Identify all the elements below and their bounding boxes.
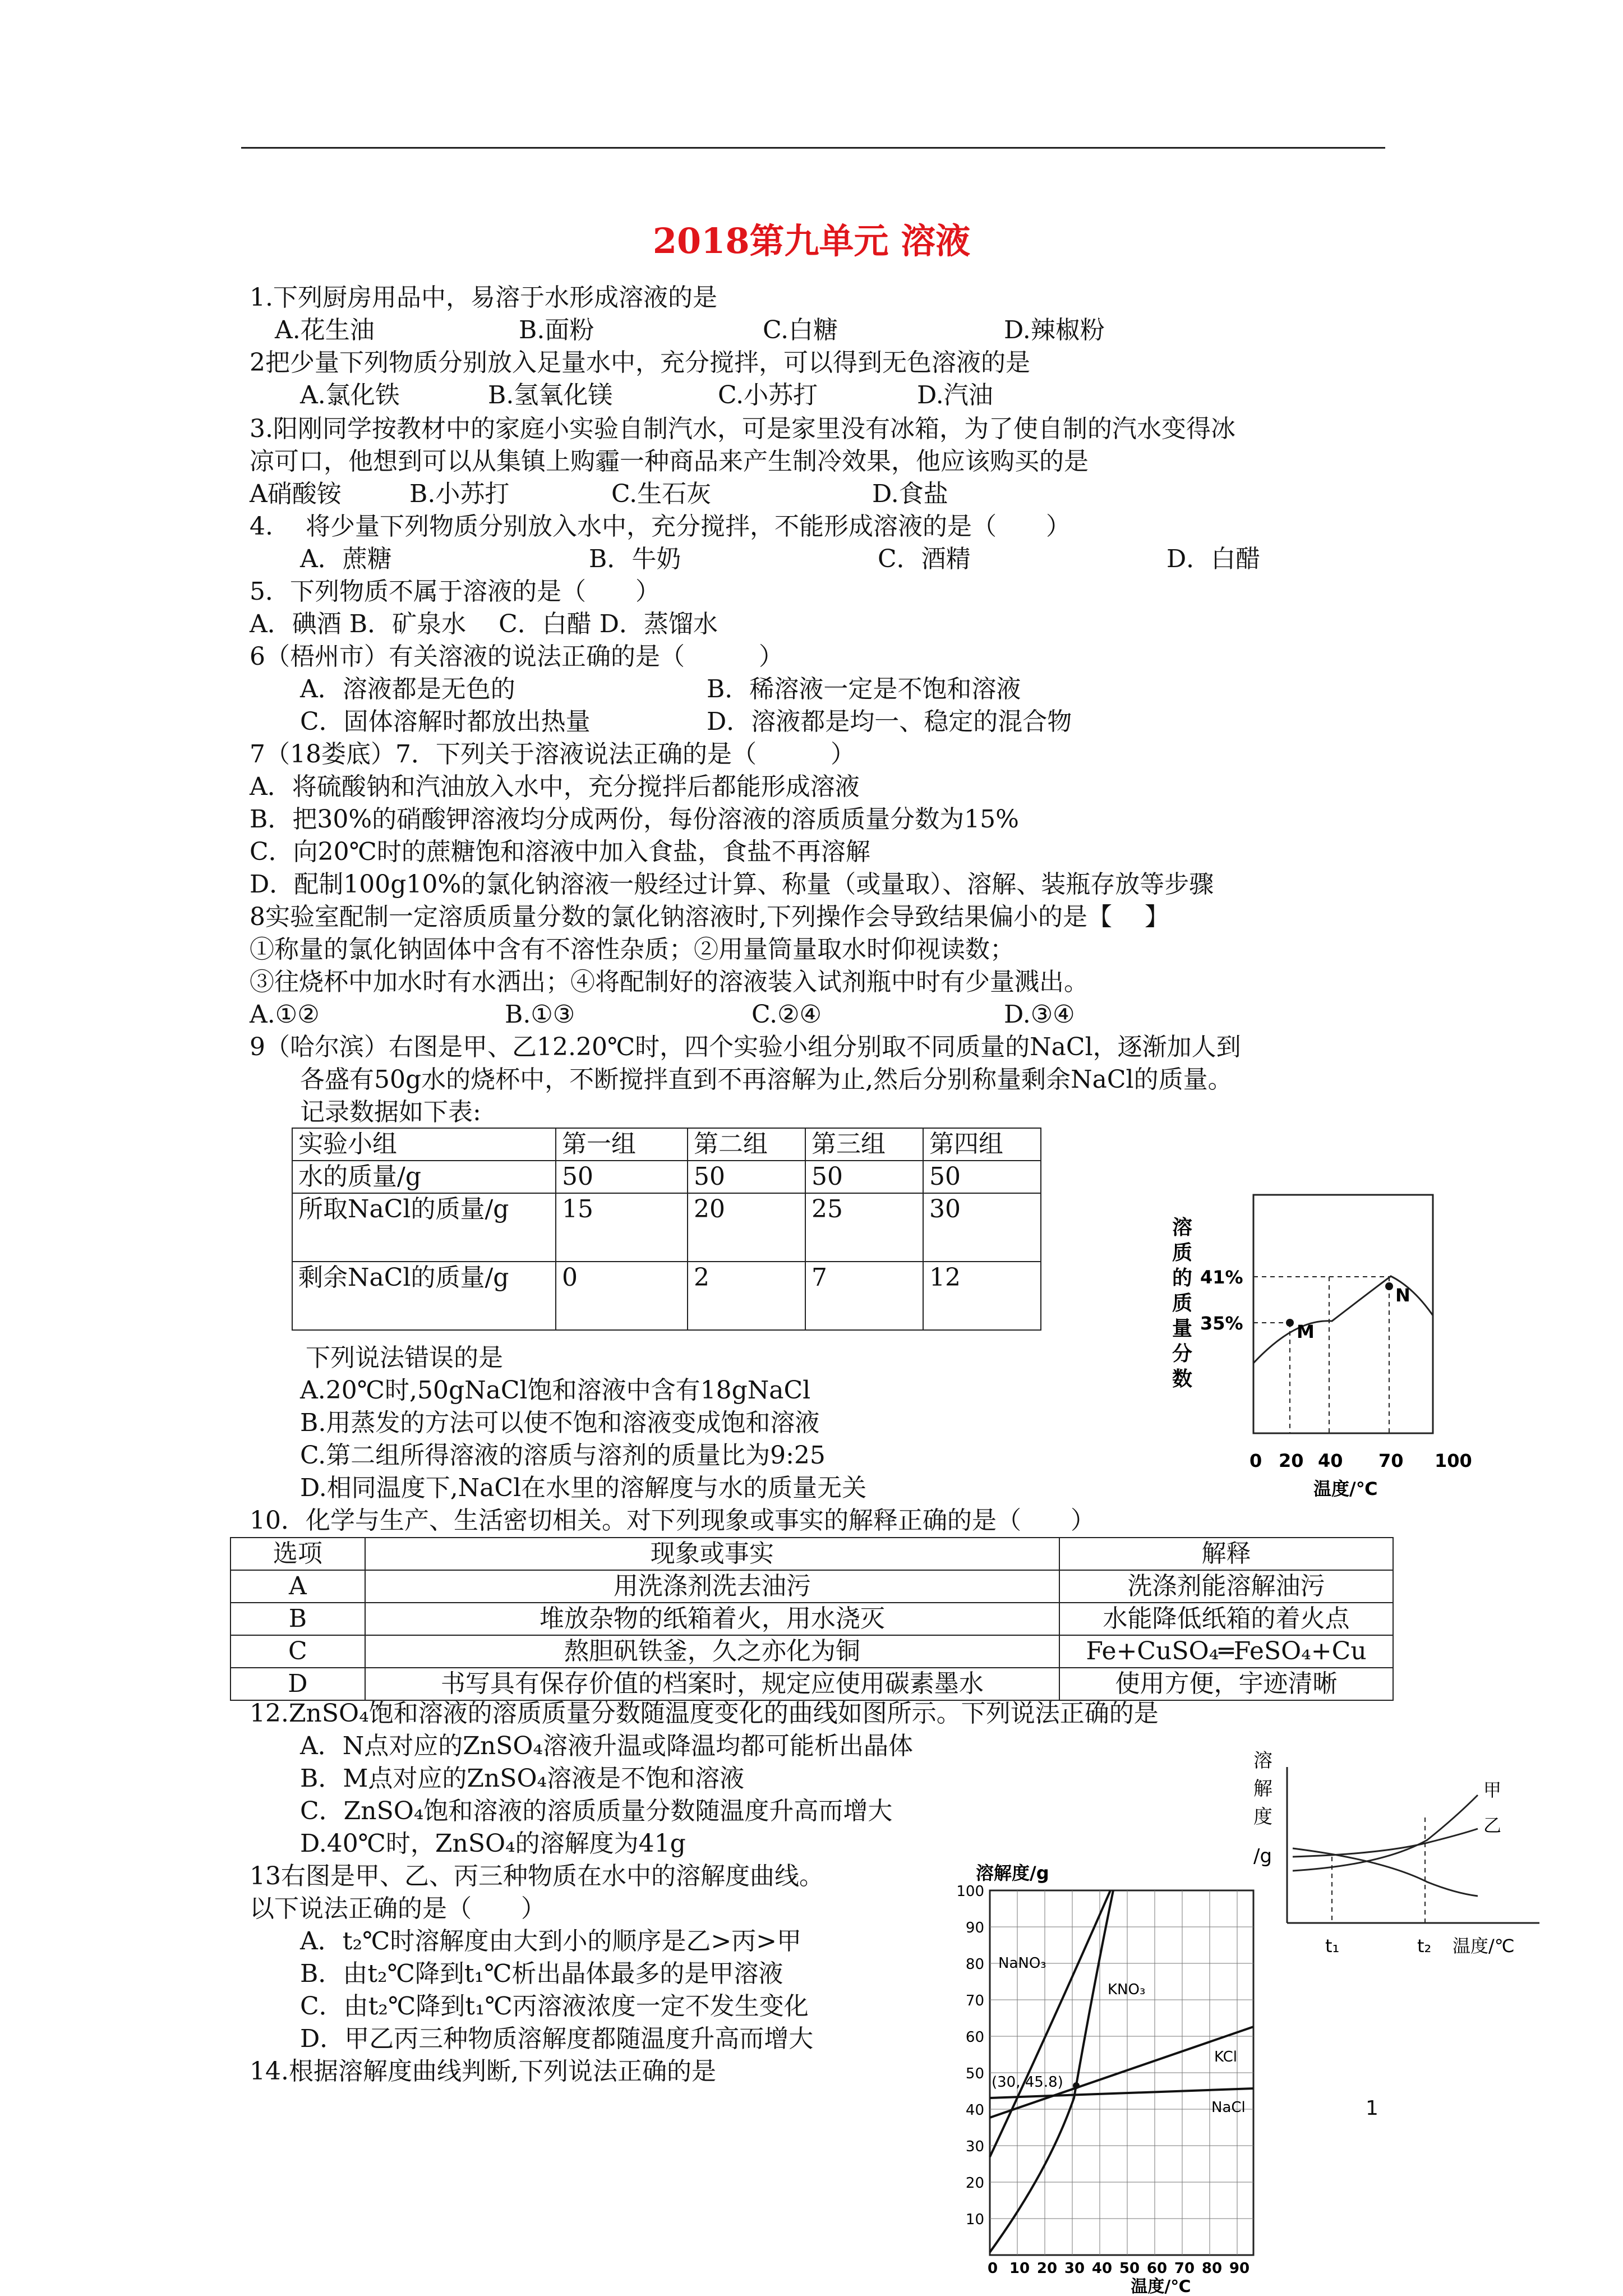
q7-option-b: B．把30%的硝酸钾溶液均分成两份，每份溶液的溶质质量分数为15% — [250, 805, 1019, 834]
series-label: 甲 — [1483, 1779, 1502, 1801]
series-label: NaCl — [1211, 2099, 1246, 2116]
q1-option-c: C.白糖 — [763, 316, 838, 344]
table-cell: 15 — [556, 1193, 688, 1262]
table-row — [292, 1193, 1041, 1262]
table-cell: B — [230, 1603, 365, 1635]
table-row — [292, 1262, 1041, 1330]
q9-option-d: D.相同温度下,NaCl在水里的溶解度与水的质量无关 — [300, 1474, 867, 1502]
y-axis-label: 溶解度/g — [976, 1862, 1049, 1884]
x-tick: 70 — [1174, 2260, 1195, 2277]
x-tick: 30 — [1064, 2260, 1085, 2277]
q9-stem-line2: 各盛有50g水的烧杯中，不断搅拌直到不再溶解为止,然后分别称量剩余NaCl的质量。 — [300, 1065, 1233, 1094]
q5-stem: 5．下列物质不属于溶液的是（ ） — [250, 577, 660, 606]
y-tick: 40 — [965, 2102, 984, 2119]
q4-options — [0, 544, 1623, 575]
table-cell: 第一组 — [556, 1128, 688, 1161]
table-row — [230, 1603, 1393, 1635]
q2-option-d: D.汽油 — [917, 381, 993, 409]
q2-options — [0, 380, 1623, 411]
q2-option-b: B.氢氧化镁 — [488, 381, 613, 409]
table-cell: 水的质量/g — [292, 1161, 556, 1193]
table-row — [230, 1570, 1393, 1603]
series-label: KNO₃ — [1108, 1981, 1146, 1998]
y-tick: 10 — [965, 2211, 984, 2228]
q8-option-a: A.①② — [250, 1000, 320, 1029]
table-cell: 7 — [805, 1262, 923, 1330]
page-title: 2018第九单元 溶液 — [652, 220, 971, 261]
q12-option-b: B．M点对应的ZnSO₄溶液是不饱和溶液 — [300, 1764, 745, 1793]
q7-option-c: C．向20℃时的蔗糖饱和溶液中加入食盐，食盐不再溶解 — [250, 838, 870, 866]
q4-option-a: A．蔗糖 — [300, 545, 392, 573]
series-label: NaNO₃ — [998, 1955, 1046, 1972]
q9-option-b: B.用蒸发的方法可以使不饱和溶液变成饱和溶液 — [300, 1409, 820, 1437]
q6-stem: 6（梧州市）有关溶液的说法正确的是（ ） — [250, 642, 783, 671]
point-m — [1286, 1319, 1294, 1327]
y-tick: 41% — [1200, 1267, 1243, 1288]
ylabel-char: 溶 — [1253, 1750, 1272, 1772]
series-label: KCl — [1214, 2049, 1238, 2065]
x-tick: 60 — [1146, 2260, 1168, 2277]
q6-option-c: C．固体溶解时都放出热量 — [300, 707, 591, 736]
q7-option-a: A．将硫酸钠和汽油放入水中，充分搅拌后都能形成溶液 — [250, 772, 860, 801]
q3-stem-line1: 3.阳刚同学按教材中的家庭小实验自制汽水，可是家里没有冰箱，为了使自制的汽水变得冰 — [250, 415, 1235, 443]
ylabel-char: 解 — [1253, 1778, 1272, 1800]
y-tick: 100 — [956, 1883, 984, 1900]
q3-option-a: A硝酸铵 — [250, 480, 342, 508]
ylabel-char: 质 — [1172, 1292, 1193, 1315]
header-rule — [241, 147, 1385, 149]
table-cell: D — [230, 1668, 365, 1700]
q8-options — [0, 999, 1623, 1030]
ylabel-char: 分 — [1172, 1342, 1193, 1365]
x-tick: 20 — [1036, 2260, 1058, 2277]
plot-frame — [1253, 1195, 1433, 1433]
q9-data-table — [292, 1128, 1041, 1331]
q5-options: A．碘酒 B．矿泉水 C．白醋 D．蒸馏水 — [250, 610, 718, 638]
ylabel-char: 的 — [1172, 1267, 1193, 1290]
ylabel-char: 量 — [1172, 1317, 1193, 1340]
ylabel-char: 度 — [1253, 1806, 1272, 1828]
x-axis-label: 温度/℃ — [1453, 1935, 1515, 1957]
q4-option-b: B．牛奶 — [589, 545, 681, 573]
y-tick: 90 — [965, 1920, 984, 1936]
table-cell: 25 — [805, 1193, 923, 1262]
q1-option-d: D.辣椒粉 — [1004, 316, 1105, 344]
q4-stem: 4. 将少量下列物质分别放入水中，充分搅拌，不能形成溶液的是（ ） — [250, 512, 1071, 541]
y-tick: 20 — [965, 2175, 984, 2192]
x-tick: 0 — [987, 2260, 998, 2277]
q6-option-b: B．稀溶液一定是不饱和溶液 — [707, 675, 1021, 703]
q13-option-c: C．由t₂℃降到t₁℃丙溶液浓度一定不发生变化 — [300, 1992, 809, 2021]
table-cell: 堆放杂物的纸箱着火，用水浇灭 — [365, 1603, 1059, 1635]
table-cell: 用洗涤剂洗去油污 — [365, 1570, 1059, 1603]
table-cell: 所取NaCl的质量/g — [292, 1193, 556, 1262]
table-cell: 30 — [923, 1193, 1041, 1262]
table-cell: 选项 — [230, 1538, 365, 1570]
znso4-mass-fraction-figure — [1166, 1189, 1481, 1503]
q7-stem: 7（18娄底）7．下列关于溶液说法正确的是（ ） — [250, 740, 855, 769]
intersection-point — [1073, 2082, 1080, 2089]
table-cell: 第二组 — [688, 1128, 805, 1161]
table-cell: 解释 — [1059, 1538, 1393, 1570]
q12-stem: 12.ZnSO₄饱和溶液的溶质质量分数随温度变化的曲线如图所示。下列说法正确的是 — [250, 1699, 1159, 1728]
ylabel-char: /g — [1253, 1845, 1272, 1867]
table-cell: 50 — [805, 1161, 923, 1193]
table-cell: 洗涤剂能溶解油污 — [1059, 1570, 1393, 1603]
point-label: (30, 45.8) — [992, 2074, 1063, 2091]
table-cell: 20 — [688, 1193, 805, 1262]
q13-option-a: A．t₂℃时溶解度由大到小的顺序是乙>丙>甲 — [300, 1927, 802, 1955]
table-cell: 水能降低纸箱的着火点 — [1059, 1603, 1393, 1635]
q3-option-b: B.小苏打 — [409, 480, 510, 508]
q12-option-c: C．ZnSO₄饱和溶液的溶质质量分数随温度升高而增大 — [300, 1797, 893, 1825]
table-cell: 书写具有保存价值的档案时，规定应使用碳素墨水 — [365, 1668, 1059, 1700]
table-cell: 实验小组 — [292, 1128, 556, 1161]
y-tick: 50 — [965, 2065, 984, 2082]
x-tick: t₁ — [1325, 1935, 1340, 1957]
x-axis-label: 温度/℃ — [1313, 1478, 1378, 1499]
table-cell: 12 — [923, 1262, 1041, 1330]
q6-option-d: D．溶液都是均一、稳定的混合物 — [707, 707, 1072, 736]
series-label: 乙 — [1483, 1815, 1502, 1836]
x-tick: 10 — [1009, 2260, 1030, 2277]
q6-options-row2 — [0, 706, 1623, 738]
x-tick: 50 — [1119, 2260, 1140, 2277]
x-tick: t₂ — [1417, 1935, 1432, 1957]
q2-option-c: C.小苏打 — [718, 381, 818, 409]
abc-solubility-figure — [1242, 1745, 1556, 1969]
table-cell: 第四组 — [923, 1128, 1041, 1161]
q9-stem-line3: 记录数据如下表: — [300, 1098, 481, 1126]
q1-stem: 1.下列厨房用品中，易溶于水形成溶液的是 — [250, 283, 717, 312]
table-cell: C — [230, 1635, 365, 1668]
x-tick: 20 — [1279, 1450, 1304, 1471]
q8-option-c: C.②④ — [751, 1000, 822, 1029]
ylabel-char: 质 — [1172, 1241, 1193, 1264]
q3-stem-line2: 凉可口，他想到可以从集镇上购霾一种商品来产生制冷效果，他应该购买的是 — [250, 447, 1089, 476]
table-cell: 第三组 — [805, 1128, 923, 1161]
q13-option-b: B．由t₂℃降到t₁℃析出晶体最多的是甲溶液 — [300, 1959, 783, 1988]
x-tick: 70 — [1378, 1450, 1404, 1471]
q12-option-a: A．N点对应的ZnSO₄溶液升温或降温均都可能析出晶体 — [300, 1732, 914, 1760]
curve-jia — [1293, 1795, 1478, 1871]
curve-kno3 — [990, 1890, 1113, 2252]
table-cell: 50 — [556, 1161, 688, 1193]
x-tick: 40 — [1318, 1450, 1343, 1471]
q3-option-d: D.食盐 — [872, 480, 948, 508]
x-tick: 90 — [1229, 2260, 1250, 2277]
y-tick: 80 — [965, 1956, 984, 1973]
q3-options — [0, 478, 1623, 510]
table-cell: 50 — [923, 1161, 1041, 1193]
table-row — [292, 1128, 1041, 1161]
q1-option-a: A.花生油 — [275, 316, 375, 344]
table-row — [292, 1161, 1041, 1193]
q13-option-d: D．甲乙丙三种物质溶解度都随温度升高而增大 — [300, 2024, 814, 2053]
x-tick: 100 — [1435, 1450, 1472, 1471]
q7-option-d: D．配制100g10%的氯化钠溶液一般经过计算、称量（或量取）、溶解、装瓶存放等步骤 — [250, 870, 1214, 899]
table-cell: 熬胆矾铁釜，久之亦化为铜 — [365, 1635, 1059, 1668]
q8-stem: 8实验室配制一定溶质质量分数的氯化钠溶液时,下列操作会导致结果偏小的是【 】 — [250, 903, 1169, 931]
q3-option-c: C.生石灰 — [611, 480, 712, 508]
q6-options-row1 — [0, 674, 1623, 705]
x-tick: 0 — [1249, 1450, 1262, 1471]
table-row — [230, 1538, 1393, 1570]
q13-stem-line1: 13右图是甲、乙、丙三种物质在水中的溶解度曲线。 — [250, 1862, 824, 1890]
q8-line2: ③往烧杯中加水时有水洒出；④将配制好的溶液装入试剂瓶中时有少量溅出。 — [250, 968, 1089, 996]
table-row — [230, 1635, 1393, 1668]
table-cell: 50 — [688, 1161, 805, 1193]
x-tick: 40 — [1091, 2260, 1113, 2277]
q13-stem-line2: 以下说法正确的是（ ） — [250, 1894, 546, 1923]
q6-option-a: A．溶液都是无色的 — [300, 675, 515, 703]
table-cell: 0 — [556, 1262, 688, 1330]
point-label-m: M — [1297, 1321, 1315, 1342]
q2-option-a: A.氯化铁 — [300, 381, 400, 409]
table-row — [230, 1668, 1393, 1700]
table-cell: 2 — [688, 1262, 805, 1330]
point-n — [1385, 1282, 1393, 1290]
ylabel-char: 溶 — [1172, 1216, 1193, 1239]
q1-options — [0, 315, 1623, 346]
q10-table — [230, 1537, 1394, 1701]
q9-option-c: C.第二组所得溶液的溶质与溶剂的质量比为9:25 — [300, 1441, 826, 1470]
q4-option-c: C．酒精 — [878, 545, 971, 573]
y-tick: 70 — [965, 1993, 984, 2009]
x-axis-label: 温度/℃ — [1131, 2277, 1191, 2296]
page-number: 1 — [1366, 2097, 1378, 2120]
q2-stem: 2把少量下列物质分别放入足量水中，充分搅拌，可以得到无色溶液的是 — [250, 348, 1030, 377]
q1-option-b: B.面粉 — [519, 316, 594, 344]
q9-option-a: A.20℃时,50gNaCl饱和溶液中含有18gNaCl — [300, 1376, 811, 1405]
q8-line1: ①称量的氯化钠固体中含有不溶性杂质；②用量筒量取水时仰视读数； — [250, 935, 1015, 964]
table-cell: A — [230, 1570, 365, 1603]
table-cell: 剩余NaCl的质量/g — [292, 1262, 556, 1330]
table-cell: 现象或事实 — [365, 1538, 1059, 1570]
q12-option-d: D.40℃时，ZnSO₄的溶解度为41g — [300, 1829, 686, 1858]
q9-prompt: 下列说法错误的是 — [306, 1343, 503, 1372]
q8-option-d: D.③④ — [1004, 1000, 1075, 1029]
y-tick: 35% — [1200, 1313, 1243, 1334]
solubility-curves-figure — [925, 1857, 1279, 2296]
q8-option-b: B.①③ — [505, 1000, 575, 1029]
table-cell: Fe+CuSO₄═FeSO₄+Cu — [1059, 1635, 1393, 1668]
q10-stem: 10．化学与生产、生活密切相关。对下列现象或事实的解释正确的是（ ） — [250, 1506, 1095, 1535]
q14-stem: 14.根据溶解度曲线判断,下列说法正确的是 — [250, 2057, 716, 2086]
curve-nano3 — [990, 1890, 1110, 2157]
ylabel-char: 数 — [1172, 1368, 1193, 1391]
q4-option-d: D．白醋 — [1166, 545, 1261, 573]
y-tick: 60 — [965, 2029, 984, 2046]
point-label-n: N — [1395, 1285, 1410, 1306]
y-tick: 30 — [965, 2138, 984, 2155]
q9-stem-line1: 9（哈尔滨）右图是甲、乙12.20℃时，四个实验小组分别取不同质量的NaCl，逐渐加人到 — [250, 1033, 1241, 1061]
x-tick: 80 — [1201, 2260, 1223, 2277]
table-cell: 使用方便，宇迹清晰 — [1059, 1668, 1393, 1700]
